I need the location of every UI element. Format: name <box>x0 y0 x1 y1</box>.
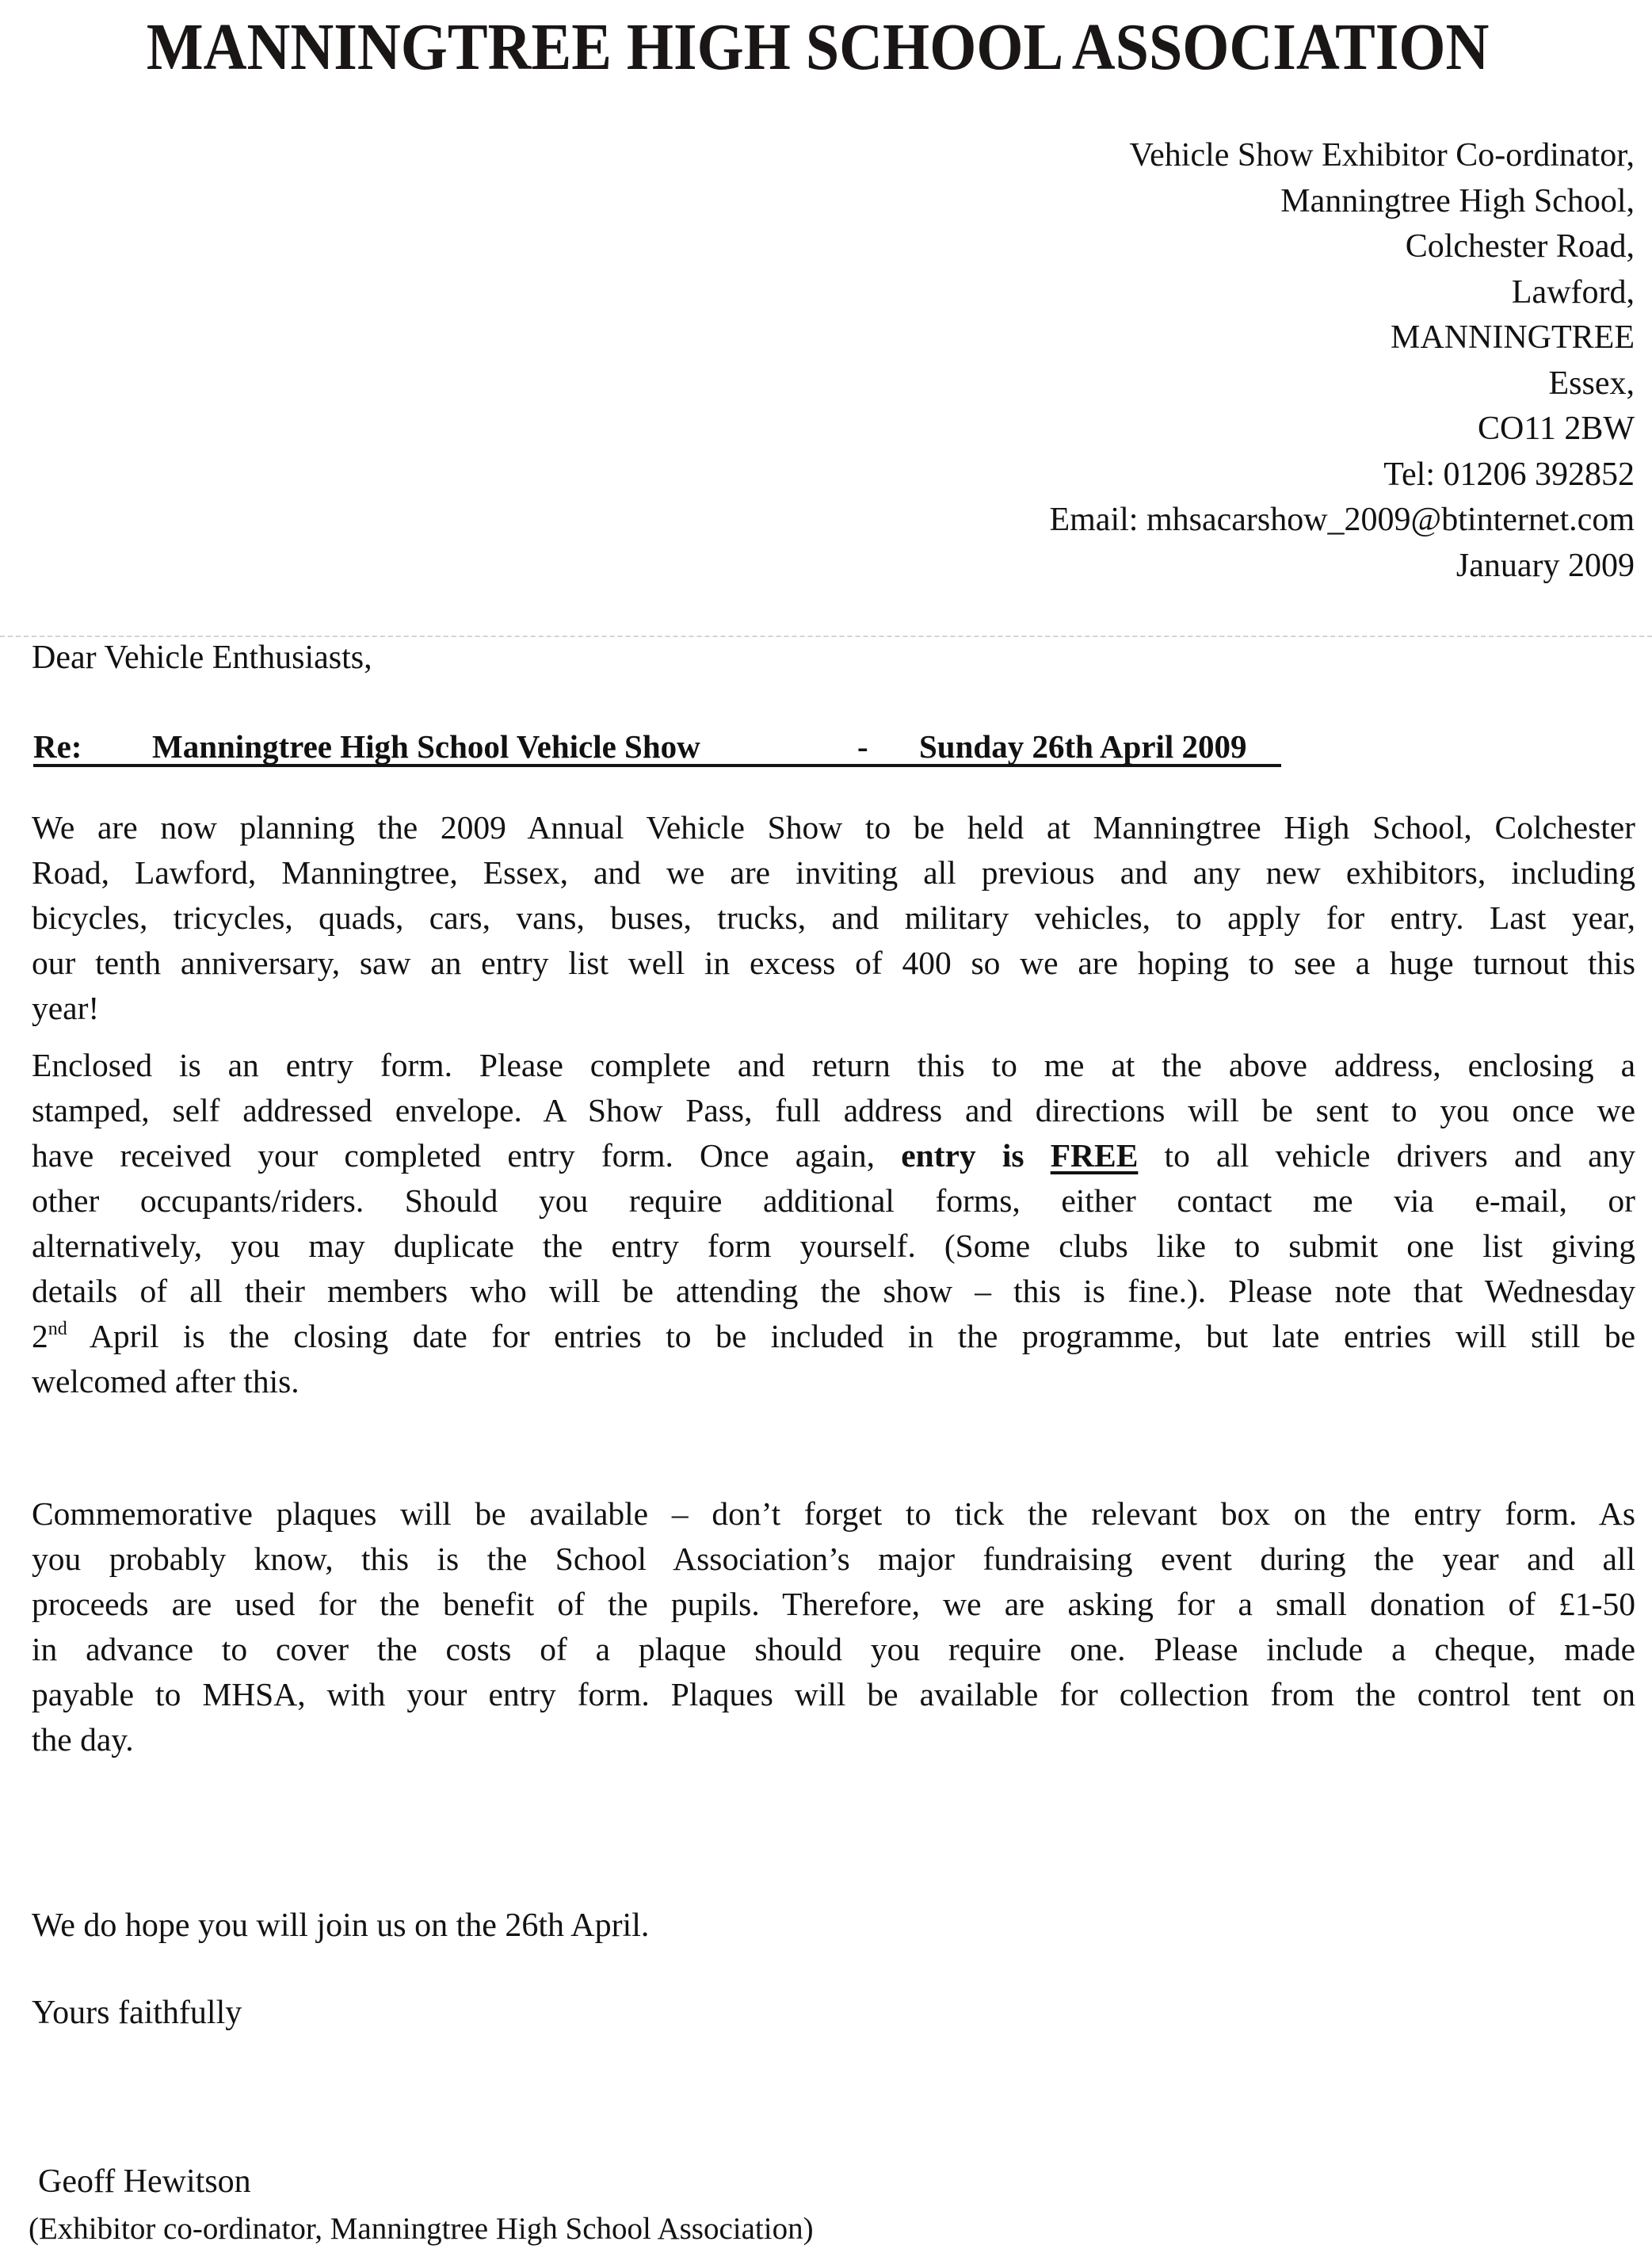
paragraph-plaques <box>32 1491 1635 1762</box>
address-line-postcode: CO11 2BW <box>1478 410 1635 447</box>
text-run: April is the closing date for entries to be included in the programme, but late entries will still be <box>67 1318 1635 1354</box>
paragraph-line: other occupants/riders. Should you require additional forms, either contact me via e-mail, or <box>32 1182 1635 1219</box>
paragraph-line: We are now planning the 2009 Annual Vehicle Show to be held at Manningtree High School, Colchester <box>32 809 1635 846</box>
paragraph-line: welcomed after this. <box>32 1363 299 1399</box>
paragraph-line: stamped, self addressed envelope. A Show Pass, full address and directions will be sent to you once we <box>32 1092 1635 1128</box>
letter-date: January 2009 <box>1456 547 1635 584</box>
address-line-role: Vehicle Show Exhibitor Co-ordinator, <box>1129 137 1635 174</box>
paragraph-line: year! <box>32 990 100 1026</box>
paragraph-line: in advance to cover the costs of a plaque should you require one. Please include a cheque, made <box>32 1631 1635 1667</box>
signatory-name: Geoff Hewitson <box>38 2163 251 2200</box>
text-run: have received your completed entry form. Once again, <box>32 1137 902 1174</box>
paragraph-line: proceeds are used for the benefit of the pupils. Therefore, we are asking for a small donation of £1-50 <box>32 1586 1635 1622</box>
text-run: to all vehicle drivers and any <box>1138 1137 1635 1174</box>
header-divider <box>0 636 1652 637</box>
sender-address-block <box>1049 133 1635 589</box>
emphasis-free: FREE <box>1050 1137 1139 1174</box>
subject-separator: - <box>857 728 868 765</box>
paragraph-line: you probably know, this is the School Association’s major fundraising event during the year and all <box>32 1541 1635 1577</box>
date-number: 2 <box>32 1318 48 1354</box>
address-line-town: MANNINGTREE <box>1391 319 1635 356</box>
salutation: Dear Vehicle Enthusiasts, <box>32 640 372 676</box>
letterhead-title: MANNINGTREE HIGH SCHOOL ASSOCIATION <box>146 10 1490 84</box>
address-line-village: Lawford, <box>1511 273 1635 311</box>
ordinal-suffix: nd <box>48 1319 67 1339</box>
address-line-telephone: Tel: 01206 392852 <box>1383 456 1635 493</box>
emphasis-entry-is: entry is <box>901 1137 1051 1174</box>
address-line-school: Manningtree High School, <box>1280 182 1635 220</box>
closing-remark: We do hope you will join us on the 26th April. <box>32 1907 650 1944</box>
paragraph-line: alternatively, you may duplicate the entry form yourself. (Some clubs like to submit one list giving <box>32 1228 1635 1264</box>
paragraph-entry-form <box>32 1043 1635 1404</box>
paragraph-line: the day. <box>32 1721 134 1758</box>
address-line-street: Colchester Road, <box>1405 228 1635 265</box>
subject-date: Sunday 26th April 2009 <box>919 728 1247 765</box>
paragraph-line: Commemorative plaques will be available – don’t forget to tick the relevant box on the entry form. As <box>32 1495 1635 1532</box>
paragraph-line: payable to MHSA, with your entry form. Plaques will be available for collection from the control tent on <box>32 1676 1635 1712</box>
address-line-county: Essex, <box>1548 365 1635 402</box>
address-line-email: Email: mhsacarshow_2009@btinternet.com <box>1049 502 1635 538</box>
valediction: Yours faithfully <box>32 1995 242 2031</box>
paragraph-line: details of all their members who will be attending the show – this is fine.). Please note that Wednesday <box>32 1273 1635 1309</box>
paragraph-line-free-entry <box>32 1133 1635 1178</box>
paragraph-line: our tenth anniversary, saw an entry list well in excess of 400 so we are hoping to see a huge turnout this <box>32 945 1635 981</box>
subject-line <box>33 729 1281 767</box>
paragraph-line-closing-date <box>32 1314 1635 1359</box>
paragraph-invitation <box>32 805 1635 1031</box>
subject-label: Re: <box>33 728 82 765</box>
subject-event: Manningtree High School Vehicle Show <box>152 728 700 765</box>
paragraph-line: Enclosed is an entry form. Please complete and return this to me at the above address, enclosing a <box>32 1047 1635 1083</box>
paragraph-line: bicycles, tricycles, quads, cars, vans, buses, trucks, and military vehicles, to apply for entry. Last year, <box>32 899 1635 936</box>
paragraph-line: Road, Lawford, Manningtree, Essex, and we are inviting all previous and any new exhibitors, including <box>32 854 1635 891</box>
signatory-role: (Exhibitor co-ordinator, Manningtree High School Association) <box>29 2212 814 2246</box>
